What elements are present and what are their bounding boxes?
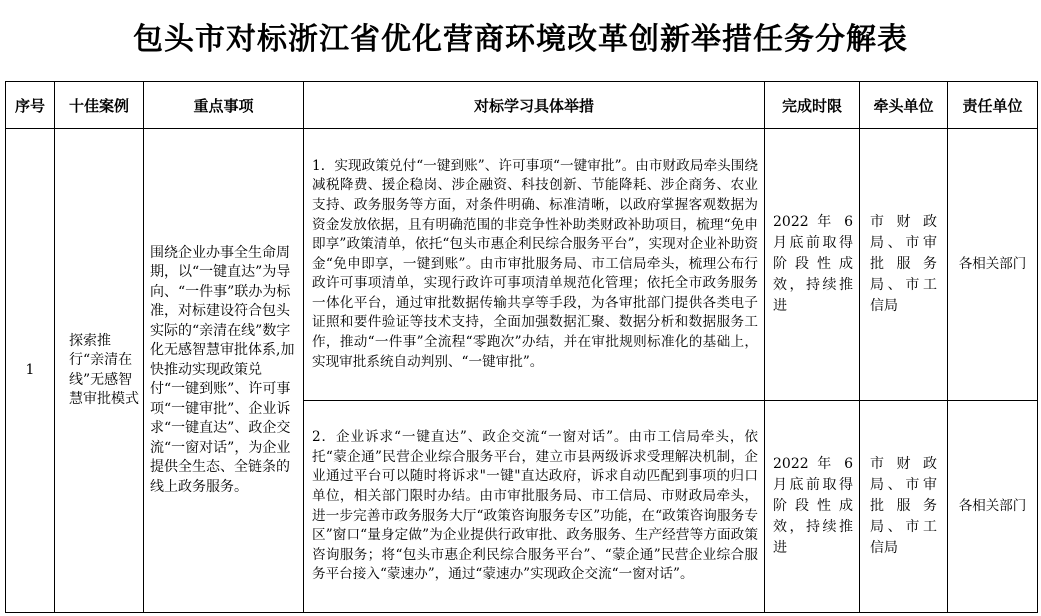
- measure-cell-1: 1．实现政策兑付“一键到账”、许可事项“一键审批”。由市财政局牵头围绕减税降费、援企稳岗、涉企融资、科技创新、节能降耗、涉企商务、农业支持、政务服务等方面，对条件明确、标准清晰，以政府掌握客观数据为资金发放依据，且有明确范围的非竞争性补助类财政补助项目，梳理“免申即享”政策清单，依托“包头市惠企利民综合服务平台”，实现对企业补助资金“免申即享，一键到账”。由市审批服务局、市工信局牵头，梳理公布行政许可事项清单，实现行政许可事项清单规范化管理；依托全市政务服务一体化平台，通过审批数据传输共享等手段，为各审批部门提供各类电子证照和要件验证等技术支持，全面加强数据汇聚、数据分析和数据服务工作，推动“一件事”全流程“零跑次”办结，并在审批规则标准化的基础上，实现审批系统自动判别、“一键审批”。: [304, 129, 765, 401]
- table-row: [6, 129, 1038, 401]
- measure-cell-2: 2．企业诉求“一键直达”、政企交流“一窗对话”。由市工信局牵头，依托“蒙企通”民营企业综合服务平台，建立市县两级诉求受理解决机制，企业通过平台可以随时将诉求"一键"直达政府，诉求自动匹配到事项的归口单位，相关部门限时办结。由市审批服务局、市工信局、市财政局牵头，进一步完善市政务服务大厅“政策咨询服务专区”功能，在“政策咨询服务专区”窗口“量身定做”为企业提供行政审批、政务服务、生产经营等方面政策咨询服务；将“包头市惠企利民综合服务平台”、“蒙企通”民营企业综合服务平台接入“蒙速办”，通过“蒙速办”实现政企交流“一窗对话”。: [304, 401, 765, 613]
- header-measure: 对标学习具体举措: [304, 82, 765, 129]
- deadline-cell-1: 2022 年 6 月底前取得阶段性成效，持续推进: [765, 129, 860, 401]
- row-index: 1: [6, 129, 55, 613]
- responsible-unit-cell-1: 各相关部门: [948, 129, 1038, 401]
- case-cell: 探索推行“亲清在线”无感智慧审批模式: [55, 129, 144, 613]
- key-item-cell: 围绕企业办事全生命周期，以“一键直达”为导向、“一件事”联办为标准，对标建设符合包头实际的“亲清在线”数字化无感智慧审批体系,加快推动实现政策兑付“一键到账”、许可事项“一键审批”、企业诉求“一键直达”、政企交流“一窗对话”，为企业提供全生态、全链条的线上政务服务。: [144, 129, 304, 613]
- header-key: 重点事项: [144, 82, 304, 129]
- page-title: 包头市对标浙江省优化营商环境改革创新举措任务分解表: [133, 22, 908, 57]
- header-idx: 序号: [6, 82, 55, 129]
- header-lead: 牵头单位: [860, 82, 948, 129]
- lead-unit-cell-1: 市财政局、市审批服务局、市工信局: [860, 129, 948, 401]
- header-time: 完成时限: [765, 82, 860, 129]
- header-resp: 责任单位: [948, 82, 1038, 129]
- task-table: [5, 81, 1038, 613]
- responsible-unit-cell-2: 各相关部门: [948, 401, 1038, 613]
- header-row: [6, 82, 1038, 129]
- header-case: 十佳案例: [55, 82, 144, 129]
- deadline-cell-2: 2022 年 6 月底前取得阶段性成效，持续推进: [765, 401, 860, 613]
- lead-unit-cell-2: 市财政局、市审批服务局、市工信局: [860, 401, 948, 613]
